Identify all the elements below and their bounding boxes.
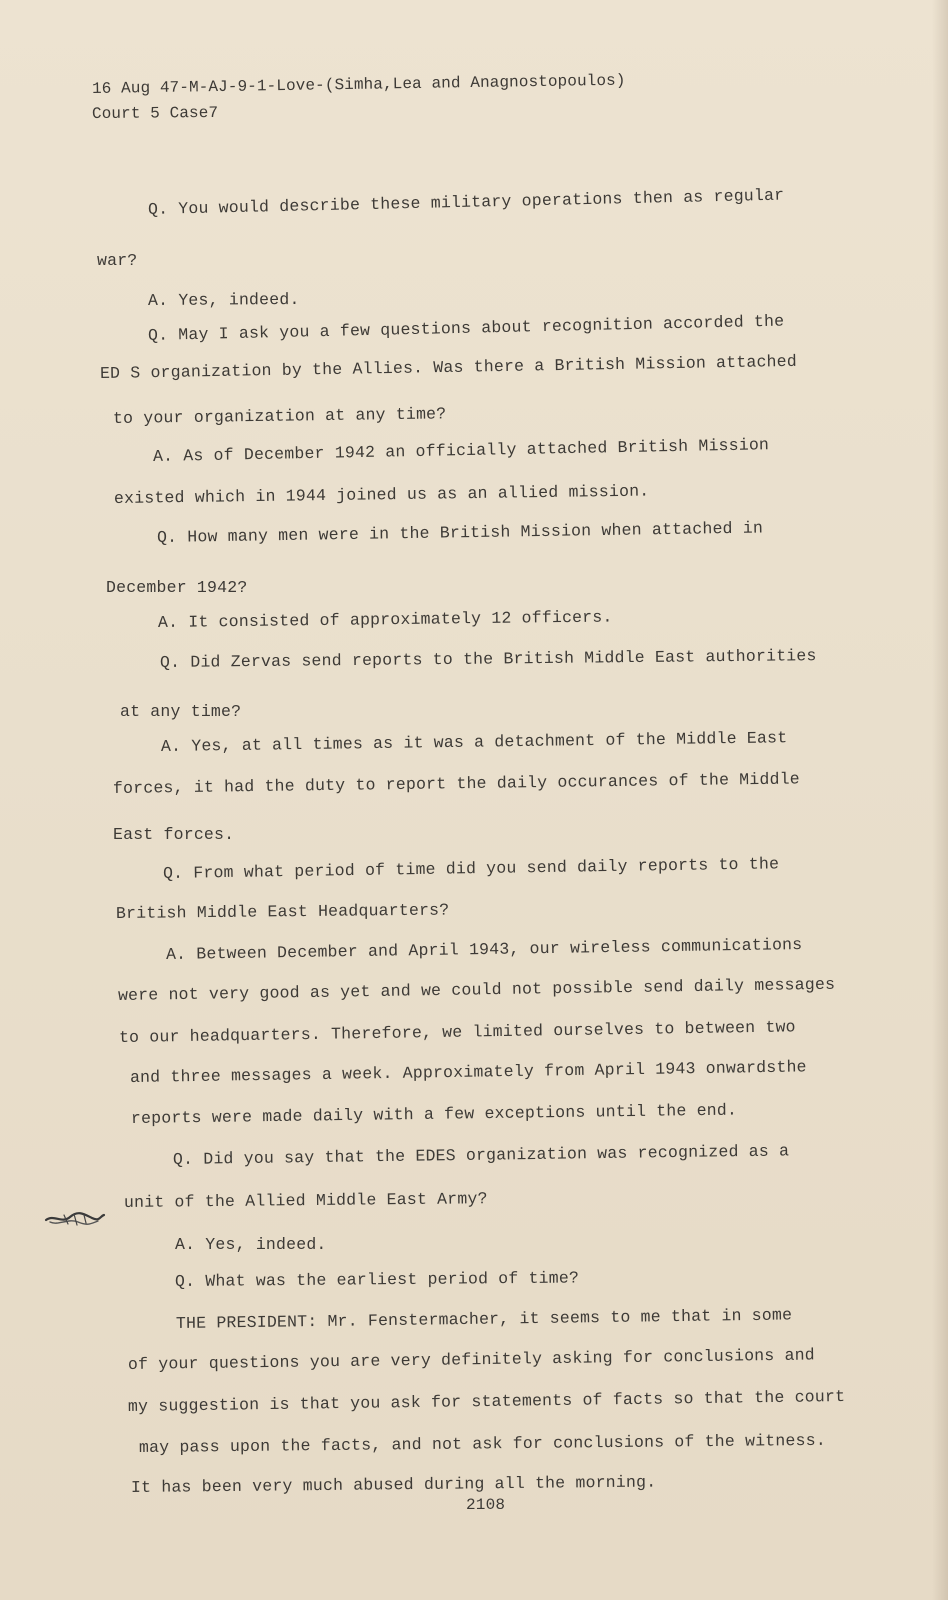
transcript-line: forces, it had the duty to report the daily occurances of the Middle <box>112 769 800 798</box>
transcript-line: reports were made daily with a few exceptions until the end. <box>130 1100 738 1128</box>
transcript-line: war? <box>97 251 138 270</box>
transcript-line: Q. Did you say that the EDES organization was recognized as a <box>172 1141 790 1169</box>
transcript-line: Q. From what period of time did you send daily reports to the <box>162 854 780 883</box>
transcript-line: Q. Did Zervas send reports to the British Middle East authorities <box>159 646 817 672</box>
handwritten-margin-mark-icon <box>44 1206 106 1232</box>
transcript-line: to our headquarters. Therefore, we limited ourselves to between two <box>118 1017 796 1047</box>
transcript-line: British Middle East Headquarters? <box>115 900 450 923</box>
transcript-line: Q. May I ask you a few questions about recognition accorded the <box>147 311 785 345</box>
transcript-line: and three messages a week. Approximately from April 1943 onwardsthe <box>129 1057 807 1087</box>
transcript-line: ED S organization by the Allies. Was there a British Mission attached <box>99 351 798 383</box>
transcript-line: at any time? <box>120 702 242 721</box>
transcript-line: Q. What was the earliest period of time? <box>174 1268 580 1291</box>
transcript-line: It has been very much abused during all the morning. <box>130 1472 657 1497</box>
transcript-line: Q. You would describe these military operations then as regular <box>147 185 785 219</box>
transcript-line: existed which in 1944 joined us as an allied mission. <box>113 481 650 508</box>
transcript-line: unit of the Allied Middle East Army? <box>123 1189 488 1212</box>
transcript-line: December 1942? <box>106 578 248 597</box>
transcript-line: of your questions you are very definitely asking for conclusions and <box>127 1345 815 1374</box>
transcript-line: East forces. <box>113 825 235 844</box>
transcript-line: were not very good as yet and we could not possible send daily messages <box>117 974 836 1005</box>
transcript-line: A. As of December 1942 an officially attached British Mission <box>152 435 770 466</box>
transcript-line: may pass upon the facts, and not ask for conclusions of the witness. <box>138 1430 826 1457</box>
transcript-line: A. Between December and April 1943, our wireless communications <box>165 935 803 964</box>
transcript-line: THE PRESIDENT: Mr. Fenstermacher, it seems to me that in some <box>175 1305 793 1333</box>
transcript-line: A. It consisted of approximately 12 officers. <box>157 607 613 632</box>
transcript-line: my suggestion is that you ask for statements of facts so that the court <box>127 1386 846 1416</box>
header-line-2: Court 5 Case7 <box>91 103 219 123</box>
header-line-1: 16 Aug 47-M-AJ-9-1-Love-(Simha,Lea and Anagnostopoulos) <box>91 71 626 98</box>
transcript-line: A. Yes, indeed. <box>147 289 300 310</box>
transcript-line: to your organization at any time? <box>112 404 447 428</box>
transcript-line: Q. How many men were in the British Mission when attached in <box>156 518 764 547</box>
page-number: 2108 <box>466 1496 506 1514</box>
transcript-line: A. Yes, indeed. <box>175 1235 327 1254</box>
transcript-line: A. Yes, at all times as it was a detachment of the Middle East <box>160 728 788 756</box>
